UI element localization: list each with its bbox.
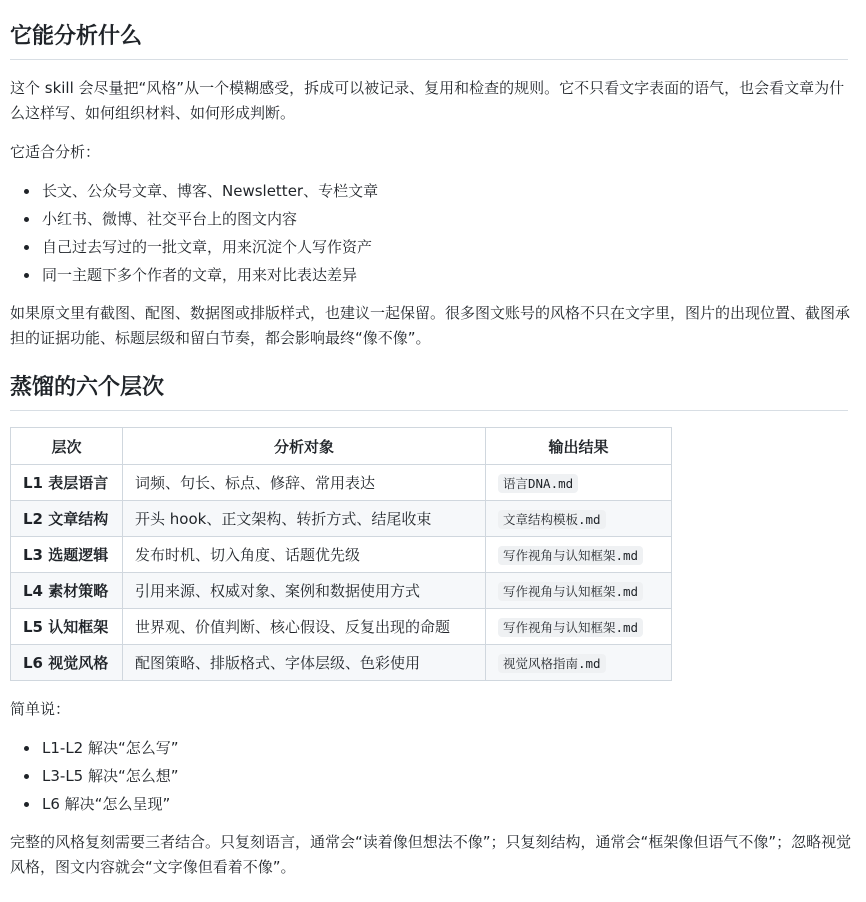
list-item: • 小红书、微博、社交平台上的图文内容 [40, 205, 856, 233]
list-item: • 自己过去写过的一批文章，用来沉淀个人写作资产 [40, 233, 856, 261]
table-row [11, 573, 672, 609]
object-cell: 世界观、价值判断、核心假设、反复出现的命题 [123, 609, 486, 645]
level-cell: L6 视觉风格 [11, 645, 123, 681]
list-item: • 同一主题下多个作者的文章，用来对比表达差异 [40, 261, 856, 289]
output-cell [486, 537, 672, 573]
list-item: • L1-L2 解决“怎么写” [40, 734, 856, 762]
object-cell: 发布时机、切入角度、话题优先级 [123, 537, 486, 573]
list-item: • 长文、公众号文章、博客、Newsletter、专栏文章 [40, 177, 856, 205]
table-row [11, 609, 672, 645]
section-what-heading-wrap [10, 0, 848, 60]
output-cell [486, 465, 672, 501]
list-item: • L6 解决“怎么呈现” [40, 790, 856, 818]
object-cell: 引用来源、权威对象、案例和数据使用方式 [123, 573, 486, 609]
table-header-level: 层次 [11, 428, 123, 465]
list-item: • L3-L5 解决“怎么想” [40, 762, 856, 790]
intro-paragraph: 这个 skill 会尽量把“风格”从一个模糊感受，拆成可以被记录、复用和检查的规则。它不只看文字表面的语气，也会看文章为什么这样写、如何组织材料、如何形成判断。 [10, 79, 845, 122]
output-code: 写作视角与认知框架.md [498, 546, 643, 565]
object-cell: 词频、句长、标点、修辞、常用表达 [123, 465, 486, 501]
object-cell: 配图策略、排版格式、字体层级、色彩使用 [123, 645, 486, 681]
table-header-object: 分析对象 [123, 428, 486, 465]
section-levels-heading: 蒸馏的六个层次 [10, 375, 165, 400]
table-row [11, 537, 672, 573]
level-cell: L3 选题逻辑 [11, 537, 123, 573]
table-header-output: 输出结果 [486, 428, 672, 465]
level-cell: L2 文章结构 [11, 501, 123, 537]
section-what-heading: 它能分析什么 [10, 24, 143, 49]
level-cell: L5 认知框架 [11, 609, 123, 645]
output-code: 文章结构模板.md [498, 510, 606, 529]
table-row [11, 465, 672, 501]
output-cell [486, 645, 672, 681]
conclusion-paragraph: 完整的风格复刻需要三者结合。只复刻语言，通常会“读着像但想法不像”；只复刻结构，通常会“框架像但语气不像”；忽略视觉风格，图文内容就会“文字像但看着不像”。 [10, 833, 852, 876]
table-header-row [11, 428, 672, 465]
level-cell: L4 素材策略 [11, 573, 123, 609]
levels-table [10, 427, 672, 681]
suitable-label: 它适合分析： [10, 143, 101, 161]
output-cell [486, 501, 672, 537]
output-cell [486, 609, 672, 645]
section-levels-heading-wrap [10, 373, 848, 411]
summary-list [10, 734, 856, 818]
suitable-list [10, 177, 856, 289]
table-row [11, 645, 672, 681]
object-cell: 开头 hook、正文架构、转折方式、结尾收束 [123, 501, 486, 537]
output-code: 语言DNA.md [498, 474, 578, 493]
output-code: 写作视角与认知框架.md [498, 618, 643, 637]
table-row [11, 501, 672, 537]
output-code: 写作视角与认知框架.md [498, 582, 643, 601]
level-cell: L1 表层语言 [11, 465, 123, 501]
output-code: 视觉风格指南.md [498, 654, 606, 673]
note-paragraph: 如果原文里有截图、配图、数据图或排版样式，也建议一起保留。很多图文账号的风格不只在文字里，图片的出现位置、截图承担的证据功能、标题层级和留白节奏，都会影响最终“像不像”。 [10, 304, 851, 347]
output-cell [486, 573, 672, 609]
summary-label: 简单说： [10, 700, 71, 718]
